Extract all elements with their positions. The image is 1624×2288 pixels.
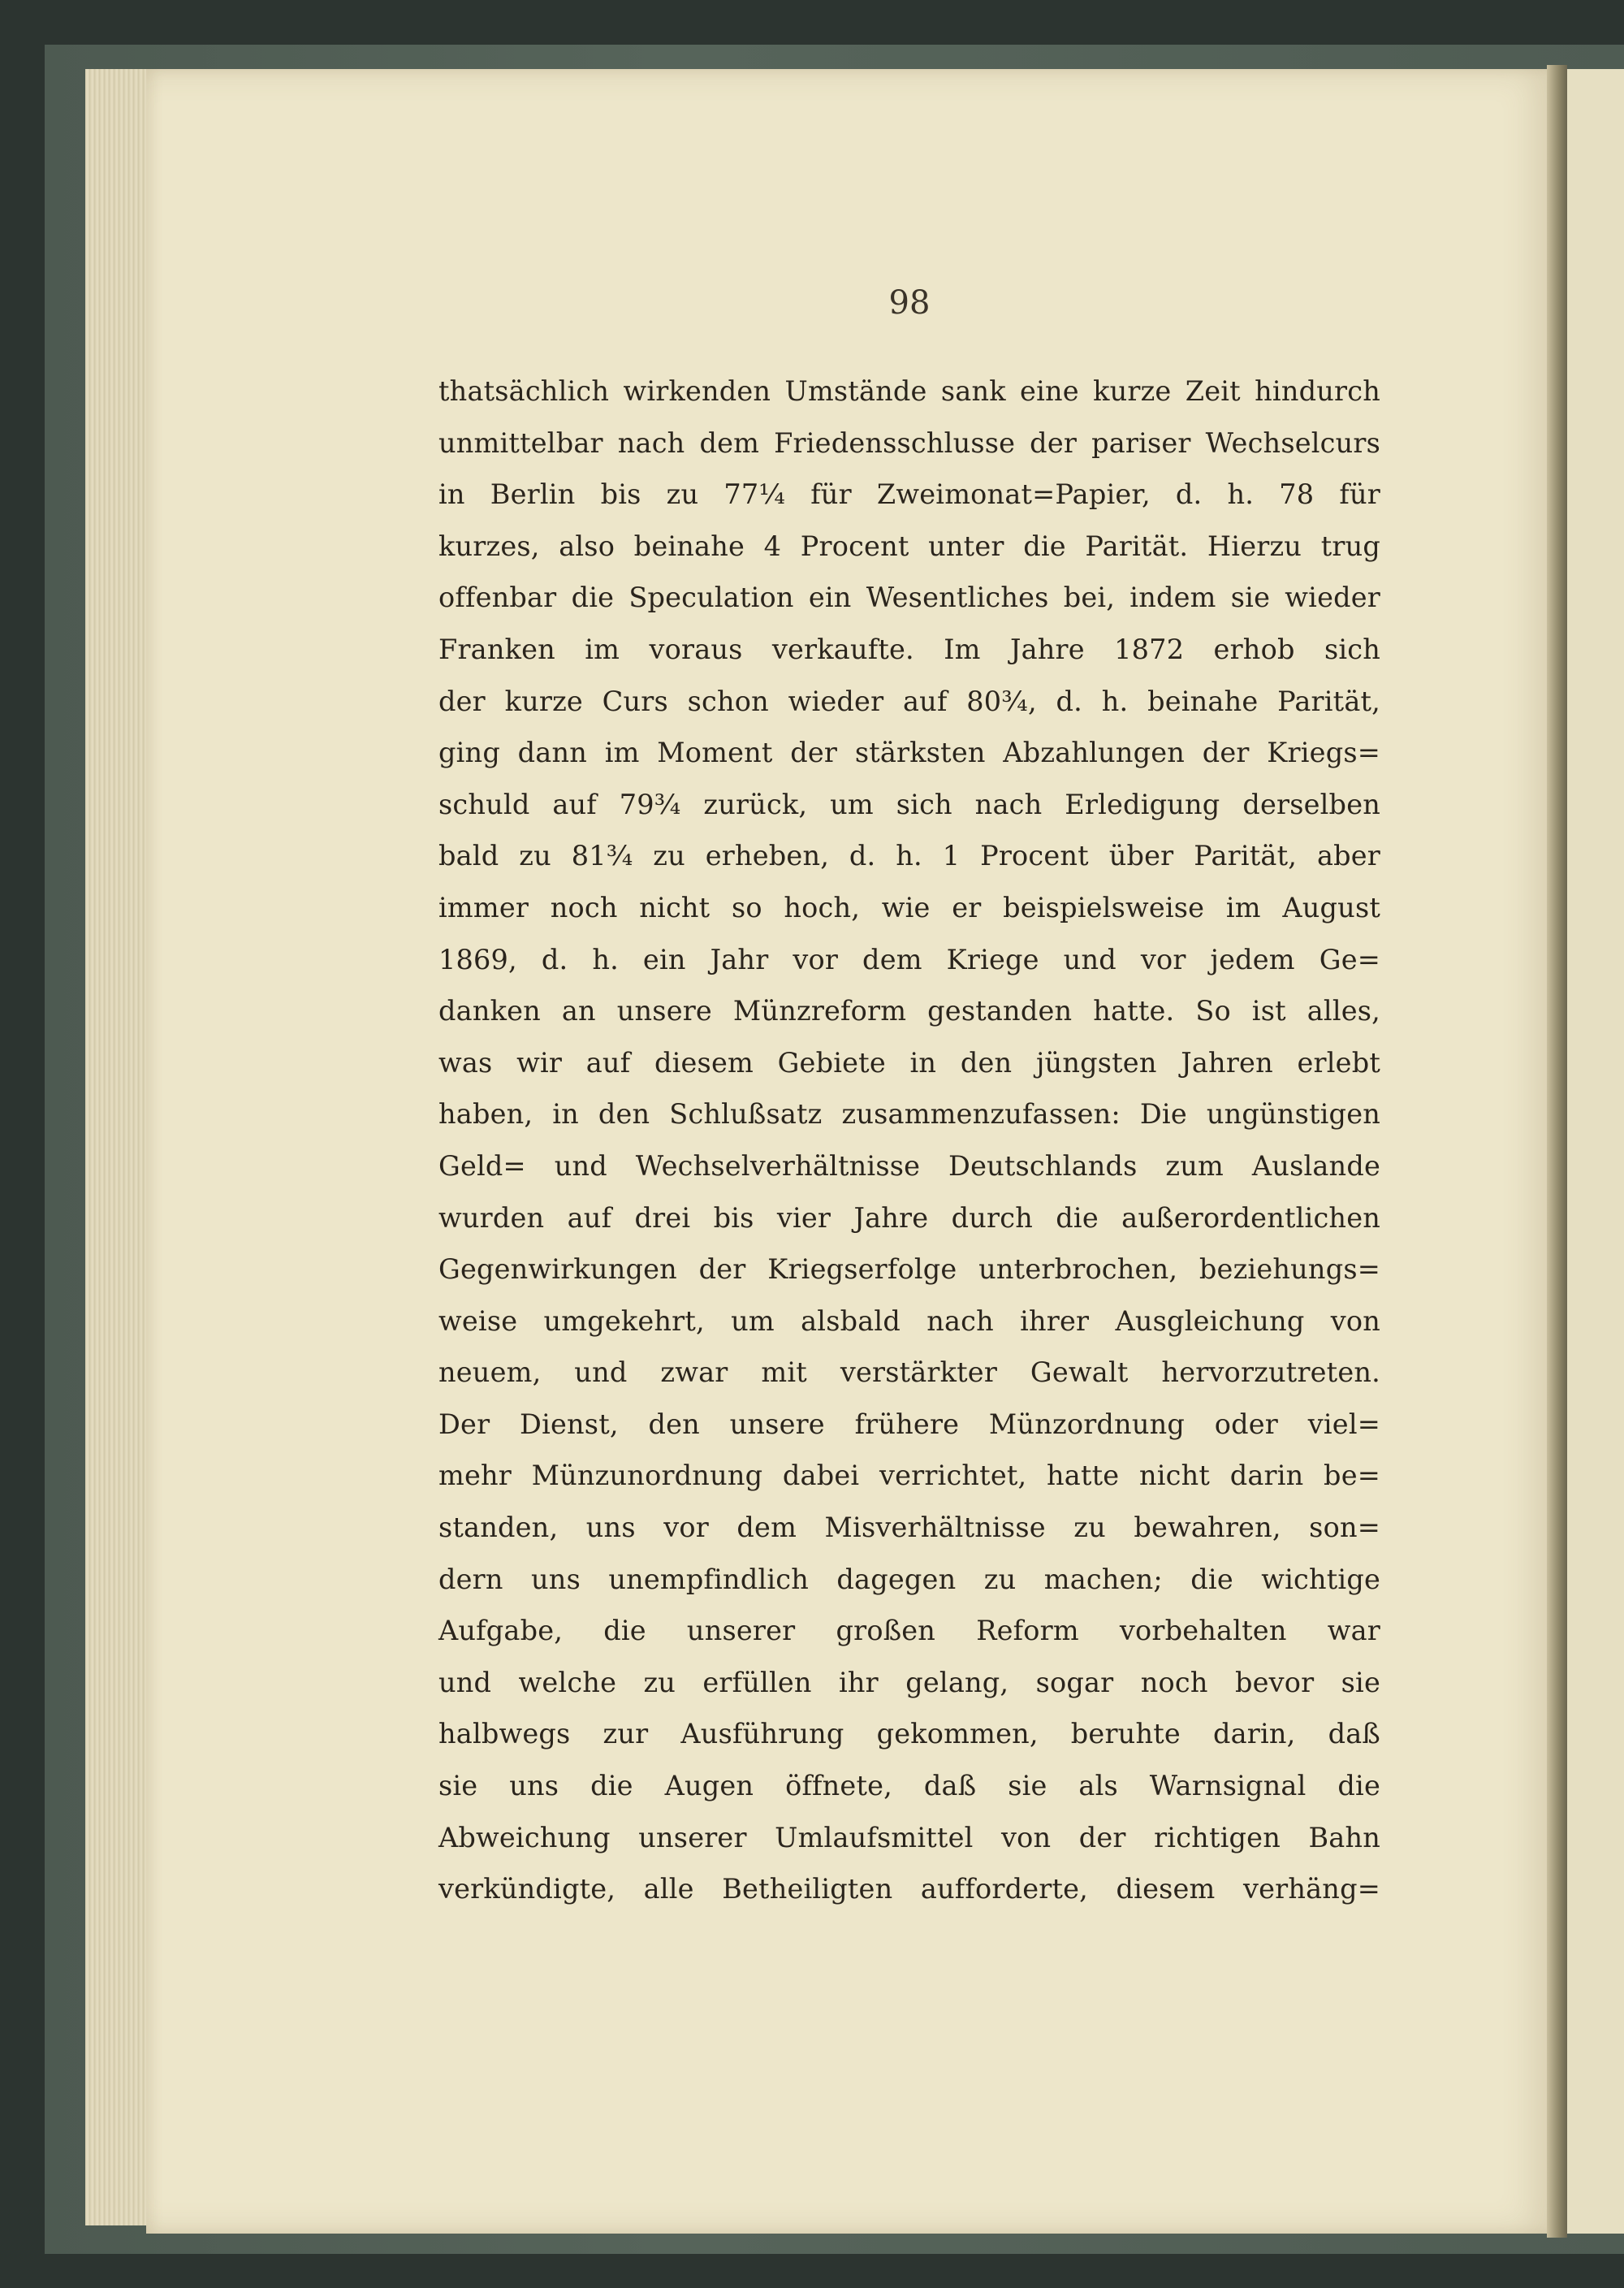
text-line: wurden auf drei bis vier Jahre durch die außerordentlichen (438, 1201, 1380, 1234)
text-line: danken an unsere Münzreform gestanden hatte. So ist alles, (438, 995, 1380, 1027)
text-line: Aufgabe, die unserer großen Reform vorbehalten war (438, 1615, 1380, 1647)
text-line: kurzes, also beinahe 4 Procent unter die Parität. Hierzu trug (438, 530, 1380, 562)
text-line: neuem, und zwar mit verstärkter Gewalt hervorzutreten. (438, 1356, 1380, 1389)
text-line: schuld auf 79¾ zurück, um sich nach Erledigung derselben (438, 788, 1380, 820)
text-line: und welche zu erfüllen ihr gelang, sogar noch bevor sie (438, 1666, 1380, 1698)
text-line: Gegenwirkungen der Kriegserfolge unterbrochen, beziehungs= (438, 1253, 1380, 1286)
text-line: 1869, d. h. ein Jahr vor dem Kriege und vor jedem Ge= (438, 943, 1380, 975)
text-line: Der Dienst, den unsere frühere Münzordnung oder viel= (438, 1408, 1380, 1440)
text-line: standen, uns vor dem Misverhältnisse zu bewahren, son= (438, 1512, 1380, 1544)
text-line: bald zu 81¾ zu erheben, d. h. 1 Procent über Parität, aber (438, 840, 1380, 872)
text-line: was wir auf diesem Gebiete in den jüngsten Jahren erlebt (438, 1046, 1380, 1079)
text-line: verkündigte, alle Betheiligten aufforderte, diesem verhäng= (438, 1873, 1380, 1905)
text-line: der kurze Curs schon wieder auf 80¾, d. h. beinahe Parität, (438, 685, 1380, 717)
text-line: sie uns die Augen öffnete, daß sie als Warnsignal die (438, 1770, 1380, 1802)
text-line: immer noch nicht so hoch, wie er beispielsweise im August (438, 891, 1380, 923)
text-line: weise umgekehrt, um alsbald nach ihrer Ausgleichung von (438, 1304, 1380, 1337)
text-line: Franken im voraus verkaufte. Im Jahre 1872 erhob sich (438, 633, 1380, 665)
text-line: halbwegs zur Ausführung gekommen, beruhte darin, daß (438, 1718, 1380, 1750)
text-line: Geld= und Wechselverhältnisse Deutschlands zum Auslande (438, 1149, 1380, 1182)
page-edges (85, 69, 150, 2225)
text-line: dern uns unempfindlich dagegen zu machen; die wichtige (438, 1563, 1380, 1595)
text-line: in Berlin bis zu 77¼ für Zweimonat=Papier, d. h. 78 für (438, 478, 1380, 511)
text-line: Abweichung unserer Umlaufsmittel von der richtigen Bahn (438, 1821, 1380, 1853)
text-line: haben, in den Schlußsatz zusammenzufassen: Die ungünstigen (438, 1098, 1380, 1131)
body-text (438, 365, 1380, 1915)
text-line: offenbar die Speculation ein Wesentliches bei, indem sie wieder (438, 582, 1380, 614)
facing-page-edge (1567, 69, 1624, 2234)
text-line: ging dann im Moment der stärksten Abzahlungen der Kriegs= (438, 737, 1380, 769)
page-number: 98 (888, 284, 931, 322)
text-line: thatsächlich wirkenden Umstände sank eine kurze Zeit hindurch (438, 375, 1380, 407)
book-gutter (1547, 65, 1567, 2238)
text-line: mehr Münzunordnung dabei verrichtet, hatte nicht darin be= (438, 1460, 1380, 1492)
text-line: unmittelbar nach dem Friedensschlusse der pariser Wechselcurs (438, 426, 1380, 459)
